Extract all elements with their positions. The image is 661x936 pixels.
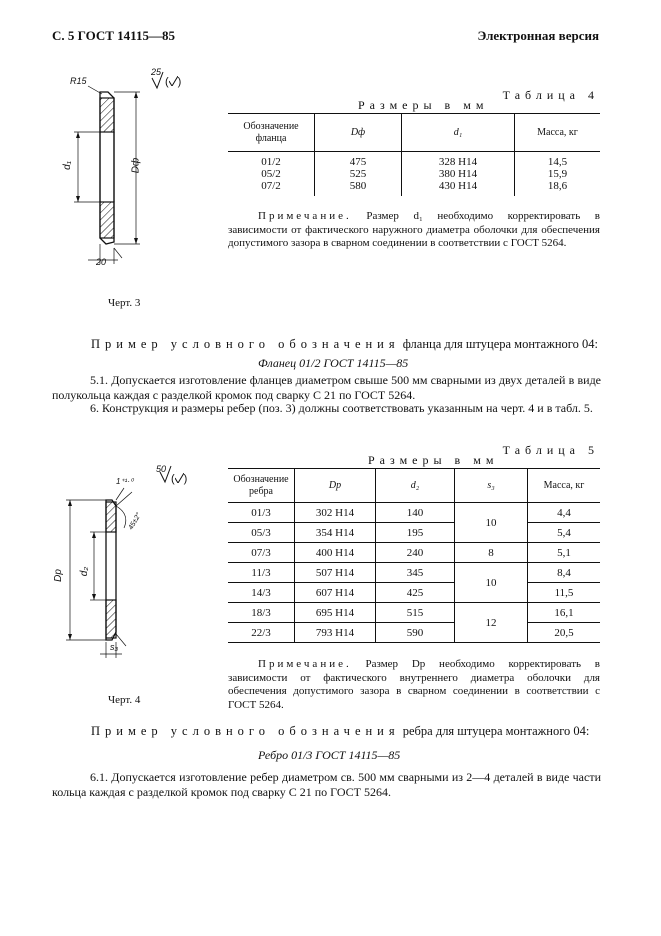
example1 (91, 337, 598, 352)
fig4-d2-label: d₂ (79, 566, 91, 577)
fig3-dph-label: Dф (130, 157, 142, 174)
table4-title: Таблица 4 (502, 88, 599, 102)
fig4-s3-label: s₃ (110, 642, 119, 652)
table-cell: 01/2 (228, 152, 315, 169)
table-cell: 14,5 (547, 156, 568, 168)
example2-label: Пример условного обозначения (91, 724, 400, 738)
table-row (228, 563, 600, 583)
fig3-d1-label: d₁ (61, 161, 73, 170)
table-cell: 195 (376, 523, 455, 543)
fig4-angle-label: 45±2° (127, 511, 143, 532)
fig4-roughness-paren: ( ) (171, 473, 188, 485)
table-row (228, 623, 600, 643)
note-text: Размер d₁ необходимо корректировать в зависимости от фактического наружного диаметра оболочки для обеспечения допустимого зазора в сварном соединении в соответствии с ГОСТ 5264. (228, 210, 601, 249)
table-cell: 05/2 (228, 168, 315, 180)
table-cell: 11,5 (554, 586, 574, 599)
table5-subtitle: Размеры в мм (368, 453, 499, 467)
fig4-caption: Черт. 4 (108, 694, 141, 706)
table-cell: 354 Н14 (295, 523, 376, 543)
fig3-caption: Черт. 3 (108, 297, 141, 309)
table-cell: 430 Н14 (402, 180, 515, 196)
table-cell: 10 (455, 503, 528, 543)
table-row (228, 152, 600, 169)
note-text: Размер Dр необходимо корректировать в зависимости от фактического внутреннего диаметра оболочки для обеспечения допустимого зазора в сварном соединении в соответствии с ГОСТ 5264. (228, 658, 600, 711)
example2-text: ребра для штуцера монтажного 04: (402, 724, 590, 738)
page-header-left: С. 5 ГОСТ 14115—85 (52, 28, 175, 43)
table-cell: 20,5 (554, 626, 574, 639)
table-row (228, 523, 600, 543)
paragraph-5-1: 5.1. Допускается изготовление фланцев диаметром свыше 500 мм сварными из двух деталей в виде полукольца каждая с разделкой кромок под сварку С 21 по ГОСТ 5264. (52, 373, 601, 402)
example2 (91, 724, 589, 739)
table5 (228, 468, 600, 643)
table-cell: 580 (315, 180, 402, 196)
table-cell: 590 (376, 623, 455, 643)
page-header-right: Электронная версия (477, 28, 599, 43)
table5-header: Масса, кг (543, 479, 585, 491)
example2-code: Ребро 01/3 ГОСТ 14115—85 (258, 748, 401, 762)
table-cell: 695 Н14 (295, 603, 376, 623)
table5-header: Обозначение ребра (228, 469, 295, 503)
table-cell: 18/3 (228, 603, 295, 623)
table-cell: 10 (455, 563, 528, 603)
table-row (228, 180, 600, 196)
table5-header: d₂ (376, 469, 455, 503)
table-cell: 140 (376, 503, 455, 523)
table-cell: 11/3 (228, 563, 295, 583)
fig4-roughness-value: 50 (156, 464, 167, 474)
table-cell: 525 (315, 168, 402, 180)
table-cell: 07/2 (228, 180, 315, 196)
table4-note (228, 210, 600, 251)
table-cell: 22/3 (228, 623, 295, 643)
table4-header: Обозначение фланца (228, 114, 315, 152)
fig3-roughness-value: 25 (151, 67, 162, 77)
table4-subtitle: Размеры в мм (358, 98, 489, 112)
table-cell: 400 Н14 (295, 543, 376, 563)
table5-note (228, 658, 600, 712)
note-label: Примечание. (258, 210, 352, 222)
table-cell: 05/3 (228, 523, 295, 543)
table-cell: 607 Н14 (295, 583, 376, 603)
note-label: Примечание. (258, 658, 352, 670)
example1-text: фланца для штуцера монтажного 04: (402, 337, 598, 351)
table4-header: Dф (315, 114, 402, 152)
table-cell: 240 (376, 543, 455, 563)
table-cell: 8,4 (557, 566, 571, 579)
table-cell: 8 (455, 543, 528, 563)
table-cell: 793 Н14 (295, 623, 376, 643)
table-cell: 5,1 (557, 546, 571, 559)
paragraph-6-1: 6.1. Допускается изготовление ребер диаметром св. 500 мм сварными из 2—4 деталей в виде части кольца каждая с разделкой кромок под сварку С 21 по ГОСТ 5264. (52, 770, 601, 799)
table-row (228, 503, 600, 523)
table-cell: 01/3 (228, 503, 295, 523)
table4-header: Масса, кг (537, 126, 578, 138)
fig3-width-label: 20 (96, 257, 107, 267)
example1-label: Пример условного обозначения (91, 337, 400, 351)
table4-header: d₁ (402, 114, 515, 152)
table-cell: 14/3 (228, 583, 295, 603)
table-cell: 380 Н14 (402, 168, 515, 180)
table4 (228, 113, 600, 196)
table-row (228, 603, 600, 623)
table-cell: 07/3 (228, 543, 295, 563)
table-cell: 475 (315, 152, 402, 169)
table-cell: 328 Н14 (402, 152, 515, 169)
example1-code: Фланец 01/2 ГОСТ 14115—85 (258, 356, 409, 370)
table-cell: 515 (376, 603, 455, 623)
table-row (228, 168, 600, 180)
table-cell: 5,4 (557, 526, 571, 539)
figure-3-drawing (60, 62, 180, 272)
table-cell: 16,1 (554, 606, 574, 619)
table-cell: 12 (455, 603, 528, 643)
fig4-chamfer-label: 1⁺¹·⁰ (116, 477, 134, 486)
table-cell: 18,6 (547, 180, 568, 192)
table-cell: 425 (376, 583, 455, 603)
fig3-roughness-paren: ( ) (165, 76, 182, 88)
table5-header: s₃ (455, 469, 528, 503)
paragraph-6: 6. Конструкция и размеры ребер (поз. 3) должны соответствовать указанным на черт. 4 и в табл. 5. (90, 401, 593, 415)
fig3-radius-label: R15 (70, 76, 87, 86)
table-cell: 302 Н14 (295, 503, 376, 523)
table-cell: 345 (376, 563, 455, 583)
table-cell: 507 Н14 (295, 563, 376, 583)
table5-header: Dр (295, 469, 376, 503)
table-cell: 4,4 (557, 506, 571, 519)
table5-title: Таблица 5 (502, 443, 599, 457)
table-cell: 15,9 (547, 168, 568, 180)
table-row (228, 583, 600, 603)
fig4-dp-label: Dр (52, 569, 64, 582)
table-row (228, 543, 600, 563)
